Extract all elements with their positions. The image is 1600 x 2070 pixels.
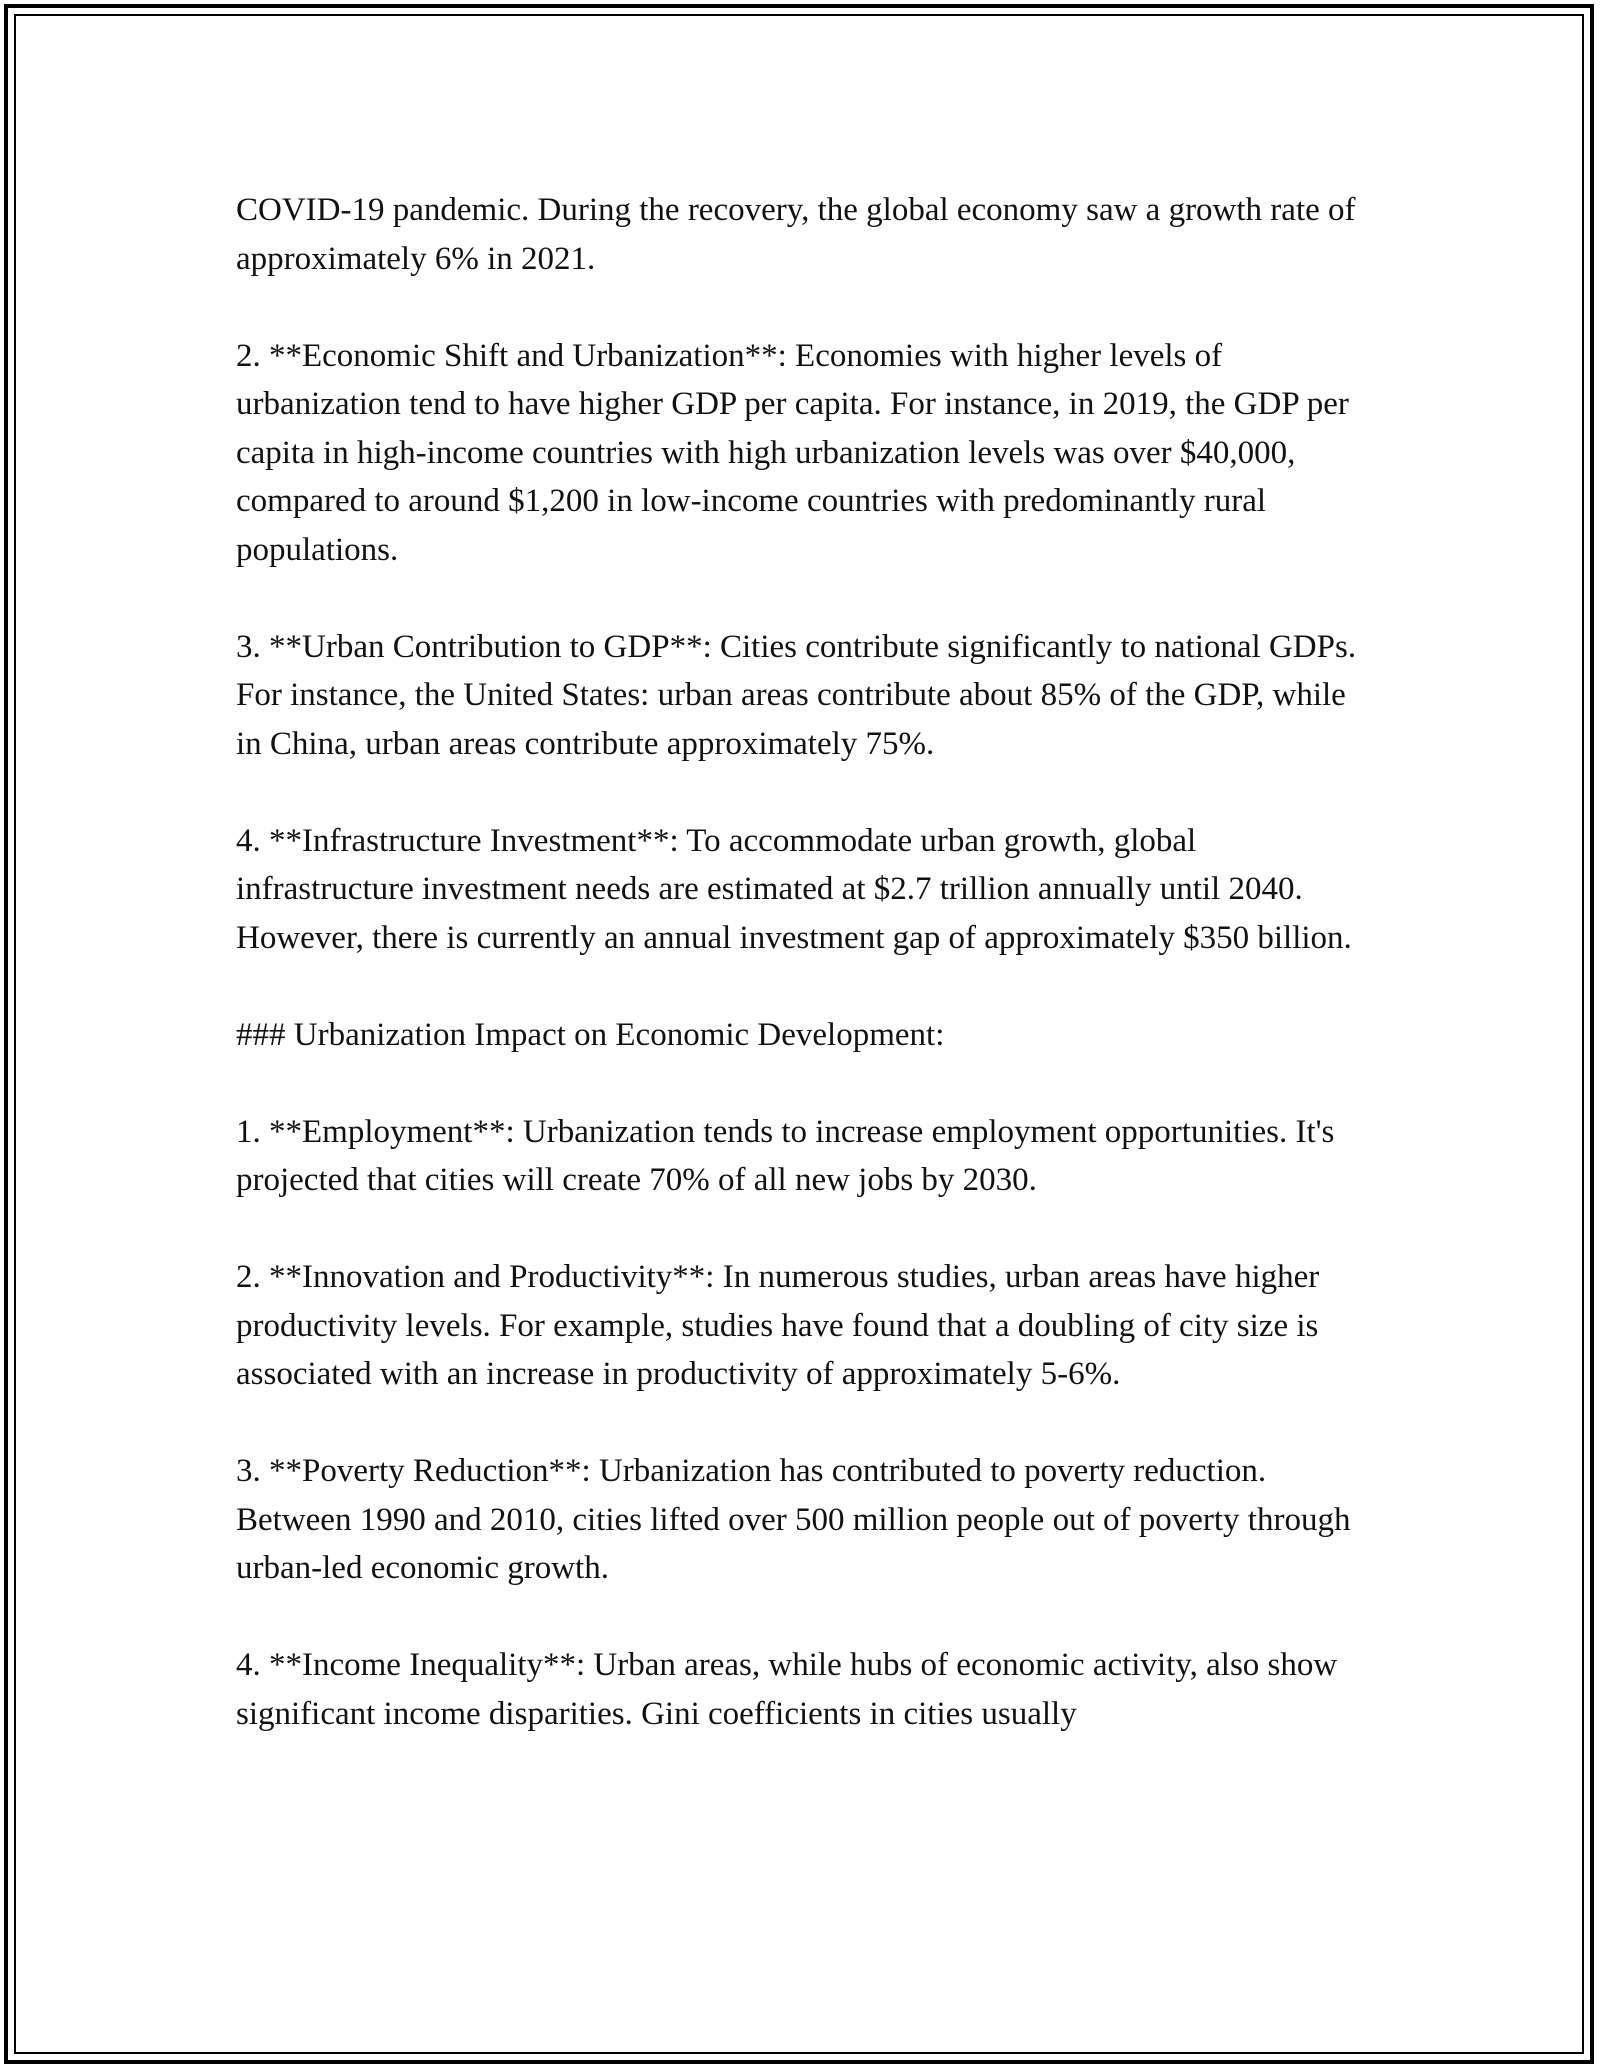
document-body <box>236 186 1376 1738</box>
paragraph-infrastructure-investment: 4. **Infrastructure Investment**: To accommodate urban growth, global infrastructure investment needs are estimated at $2.7 trillion annually until 2040. However, there is currently an annual investment gap of approximately $350 billion. <box>236 822 1352 956</box>
paragraph-urban-contribution: 3. **Urban Contribution to GDP**: Cities contribute significantly to national GDPs. For instance, the United States: urban areas contribute about 85% of the GDP, while in China, urban areas contribute approximately 75%. <box>236 628 1357 762</box>
paragraph-poverty-reduction: 3. **Poverty Reduction**: Urbanization has contributed to poverty reduction. Between 1990 and 2010, cities lifted over 500 million people out of poverty through urban-led economic growth. <box>236 1453 1351 1586</box>
section-heading-urbanization-impact: ### Urbanization Impact on Economic Development: <box>236 1016 945 1053</box>
paragraph-economic-shift: 2. **Economic Shift and Urbanization**: Economies with higher levels of urbanization tend to have higher GDP per capita. For instance, in 2019, the GDP per capita in high-income countries with high urbanization levels was over $40,000, compared to around $1,200 in low-income countries with predominantly rural populations. <box>236 337 1349 568</box>
paragraph-income-inequality: 4. **Income Inequality**: Urban areas, while hubs of economic activity, also show significant income disparities. Gini coefficients in cities usually <box>236 1647 1338 1732</box>
paragraph-employment: 1. **Employment**: Urbanization tends to increase employment opportunities. It's projected that cities will create 70% of all new jobs by 2030. <box>236 1113 1335 1198</box>
paragraph-covid-recovery: COVID-19 pandemic. During the recovery, the global economy saw a growth rate of approximately 6% in 2021. <box>236 192 1356 277</box>
paragraph-innovation-productivity: 2. **Innovation and Productivity**: In numerous studies, urban areas have higher productivity levels. For example, studies have found that a doubling of city size is associated with an increase in productivity of approximately 5-6%. <box>236 1259 1320 1392</box>
